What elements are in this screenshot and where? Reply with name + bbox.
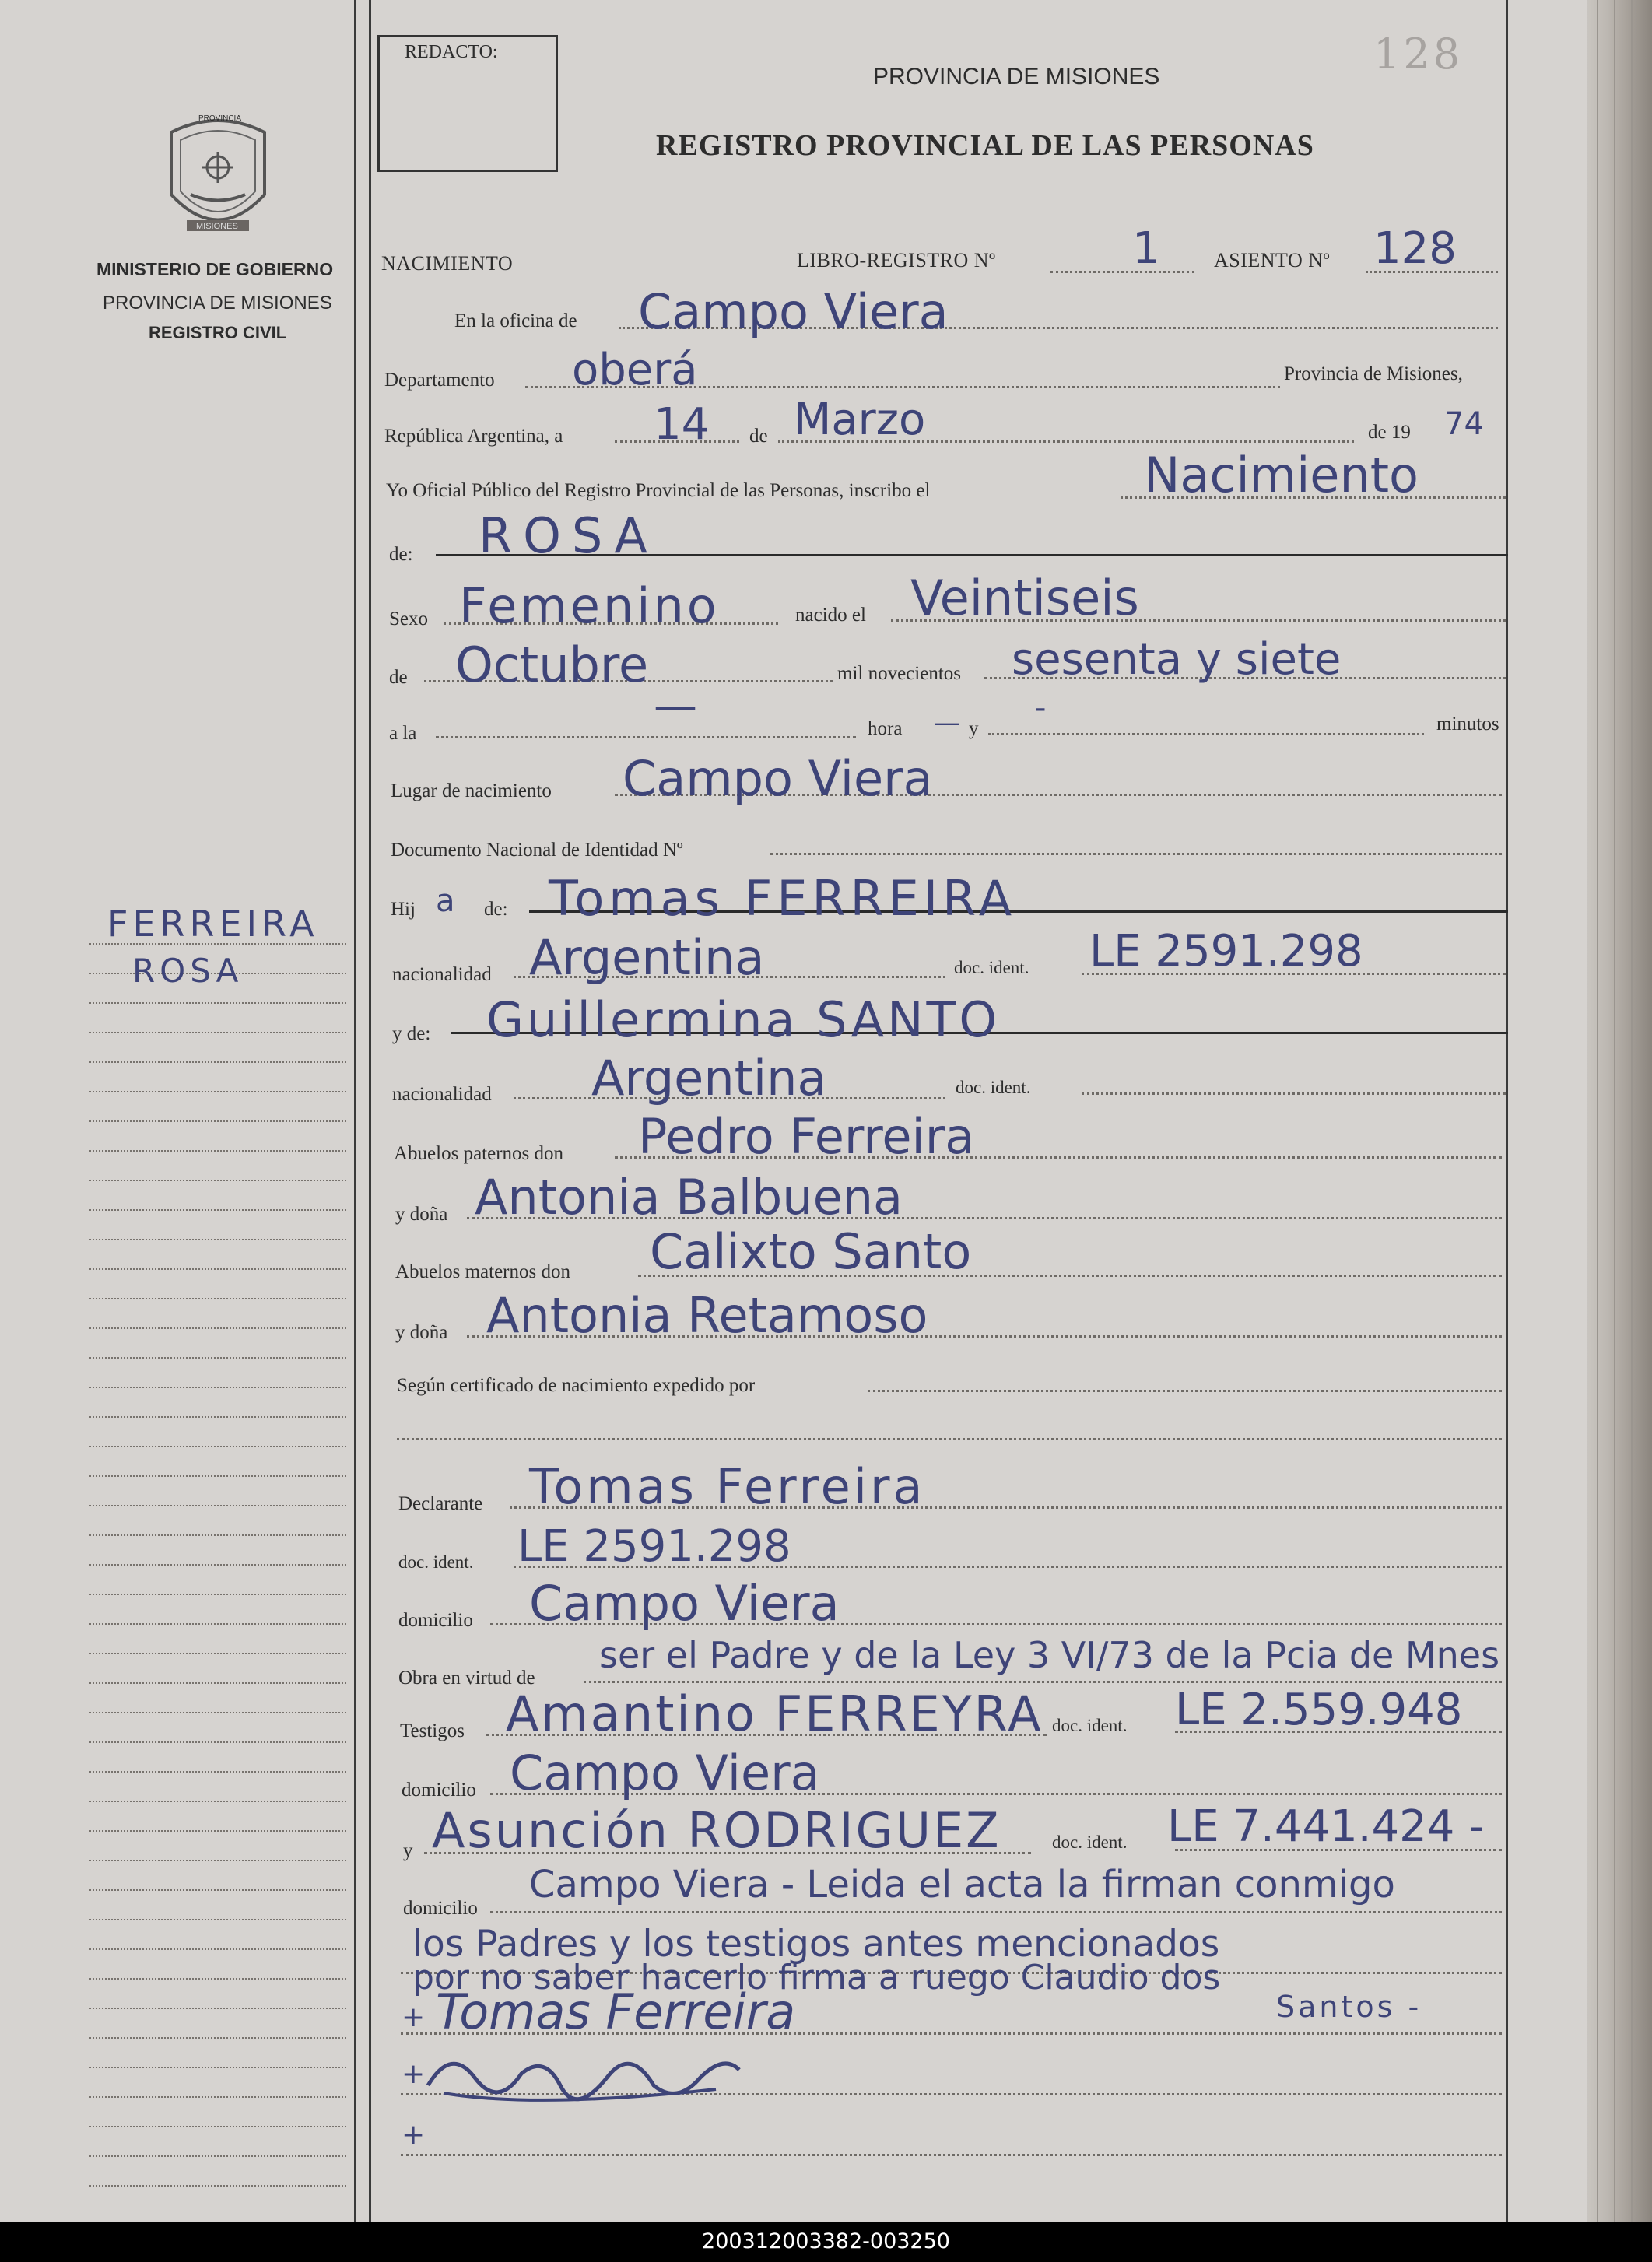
nacido-mes-value: Octubre [455, 637, 649, 693]
oficina-label: En la oficina de [454, 310, 577, 331]
redacto-label: REDACTO: [405, 42, 498, 62]
margin-ruled-line [89, 1032, 346, 1033]
hij-de-label: de: [484, 899, 508, 920]
margin-ruled-line [89, 1150, 346, 1152]
abuela-paterna-label: y doña [395, 1204, 448, 1225]
de-fecha-label: de [389, 667, 408, 688]
margin-ruled-line [89, 1268, 346, 1270]
republica-label: República Argentina, a [384, 426, 563, 447]
margin-ruled-line [89, 1416, 346, 1418]
seal-text-top: PROVINCIA [198, 114, 242, 123]
a-la-label: a la [389, 723, 417, 744]
margin-ruled-line [89, 1091, 346, 1092]
margin-ruled-line [89, 1830, 346, 1832]
madre-nacionalidad-value: Argentina [591, 1050, 827, 1106]
declarante-doc-label: doc. ident. [398, 1552, 474, 1572]
provincia-label: Provincia de Misiones, [1284, 363, 1463, 384]
abuela-paterna-value: Antonia Balbuena [475, 1169, 903, 1226]
nacimiento-label: NACIMIENTO [381, 252, 514, 275]
oficina-value: Campo Viera [638, 283, 949, 340]
testigos-label: Testigos [400, 1720, 465, 1741]
testigo2-doc-label: doc. ident. [1052, 1832, 1128, 1852]
margin-surname: FERREIRA [107, 903, 319, 945]
minutos-label: minutos [1436, 714, 1499, 735]
cruz-1: + [402, 2001, 426, 2033]
margin-ruled-line [89, 2155, 346, 2157]
minutos-dash-value: - [1035, 690, 1047, 726]
y-hora-label: y [969, 718, 979, 739]
margin-ruled-line [89, 2126, 346, 2127]
nota-line2: por no saber hacerlo firma a ruego Claudio dos [412, 1958, 1221, 1997]
padre-value: Tomas FERREIRA [549, 870, 1017, 927]
madre-value: Guillermina SANTO [486, 991, 1001, 1048]
declarante-label: Declarante [398, 1493, 483, 1514]
documento-label: Documento Nacional de Identidad Nº [391, 840, 683, 861]
madre-nacionalidad-label: nacionalidad [392, 1084, 492, 1105]
margin-ruled-line [89, 1594, 346, 1595]
margin-ruled-line [89, 2096, 346, 2098]
padre-doc-value: LE 2591.298 [1089, 926, 1363, 977]
margin-ruled-line [89, 1919, 346, 1920]
sexo-value: Femenino [459, 577, 720, 634]
margin-ruled-line [89, 1505, 346, 1506]
margin-ruled-line [89, 1978, 346, 1980]
padre-doc-label: doc. ident. [954, 958, 1029, 977]
margin-ruled-line [89, 1387, 346, 1388]
margin-ruled-line [89, 1357, 346, 1359]
y-testigo-label: y [403, 1840, 413, 1861]
margin-ruled-line [89, 1801, 346, 1802]
margin-ruled-line [89, 1653, 346, 1654]
margin-ruled-line [89, 1741, 346, 1743]
margin-ruled-line [89, 2067, 346, 2068]
margin-ruled-line [89, 1446, 346, 1447]
nacido-anio-value: sesenta y siete [1012, 634, 1342, 685]
margin-ruled-line [89, 2008, 346, 2009]
margin-ruled-line [89, 1239, 346, 1240]
abuelos-paternos-label: Abuelos paternos don [394, 1143, 564, 1164]
padre-nacionalidad-label: nacionalidad [392, 964, 492, 985]
cruz-2: + [402, 2058, 426, 2090]
sexo-label: Sexo [389, 608, 428, 630]
margin-ruled-line [89, 1061, 346, 1063]
mes-value: Marzo [794, 395, 926, 445]
margin-ruled-line [89, 1860, 346, 1861]
nombre-value: ROSA [479, 507, 658, 564]
footer-id: 200312003382-003250 [0, 2222, 1652, 2262]
testigo2-domicilio-label: domicilio [403, 1898, 478, 1919]
declarante-domicilio-label: domicilio [398, 1610, 473, 1631]
form-right-border [1506, 0, 1508, 2222]
asiento-label: ASIENTO Nº [1214, 249, 1331, 272]
lugar-value: Campo Viera [623, 750, 933, 807]
form-left-border [369, 0, 371, 2222]
testigo1-value: Amantino FERREYRA [506, 1685, 1043, 1742]
asiento-value: 128 [1373, 223, 1457, 274]
segun-label: Según certificado de nacimiento expedido por [397, 1375, 756, 1396]
margin-ruled-line [89, 1889, 346, 1891]
margin-ruled-line [89, 1948, 346, 1950]
testigo1-doc-label: doc. ident. [1052, 1716, 1128, 1735]
abuela-materna-value: Antonia Retamoso [486, 1287, 928, 1344]
cruz-3: + [402, 2119, 426, 2151]
dia-value: 14 [654, 399, 710, 450]
abuelo-materno-value: Calixto Santo [650, 1223, 972, 1280]
declarante-doc-value: LE 2591.298 [517, 1521, 791, 1572]
departamento-value: oberá [572, 345, 698, 395]
hora-label: hora [868, 718, 903, 739]
ministry-line1: MINISTERIO DE GOBIERNO [96, 259, 334, 279]
margin-ruled-line [89, 1120, 346, 1122]
abuelo-paterno-value: Pedro Ferreira [638, 1108, 975, 1165]
seal-text-bottom: MISIONES [196, 222, 238, 231]
testigo2-value: Asunción RODRIGUEZ [432, 1802, 1001, 1859]
madre-doc-label: doc. ident. [956, 1078, 1031, 1097]
margin-ruled-line [89, 1475, 346, 1477]
margin-ruled-line [89, 2037, 346, 2039]
de-anio-label: de 19 [1368, 422, 1411, 443]
firma-declarante: Tomas Ferreira [436, 1983, 796, 2040]
testigo1-doc-value: LE 2.559.948 [1175, 1685, 1463, 1735]
libro-value: 1 [1132, 223, 1160, 274]
departamento-label: Departamento [384, 370, 495, 391]
page-number: 128 [1373, 30, 1464, 79]
y-de-label: y de: [392, 1023, 431, 1044]
nacido-dia-value: Veintiseis [910, 570, 1139, 626]
testigo1-domicilio-label: domicilio [402, 1780, 476, 1801]
margin-ruled-line [89, 1534, 346, 1536]
libro-label: LIBRO-REGISTRO Nº [797, 249, 996, 272]
hij-suffix: a [436, 883, 455, 919]
hora-dash-value: — [654, 681, 697, 731]
margin-ruled-line [89, 1209, 346, 1211]
margin-ruled-line [89, 1002, 346, 1004]
hora-mid-dash: — [934, 707, 960, 738]
de-nombre-label: de: [389, 544, 413, 565]
mil-label: mil novecientos [837, 663, 961, 684]
margin-ruled-line [89, 1712, 346, 1713]
anio-value: 74 [1444, 406, 1484, 442]
testigo2-domicilio-value: Campo Viera - Leida el acta la firman conmigo [529, 1863, 1395, 1906]
padre-nacionalidad-value: Argentina [529, 929, 765, 986]
margin-ruled-line [89, 2185, 346, 2187]
hij-label: Hij [391, 899, 416, 920]
nota-line1: los Padres y los testigos antes mencionados [412, 1923, 1220, 1966]
ministry-line2: PROVINCIA DE MISIONES [103, 293, 332, 314]
ministry-line3: REGISTRO CIVIL [149, 323, 287, 342]
province-heading: PROVINCIA DE MISIONES [873, 64, 1160, 89]
de-mes-label: de [749, 426, 768, 447]
obra-label: Obra en virtud de [398, 1668, 535, 1689]
margin-ruled-line [89, 1682, 346, 1684]
margin-ruled-line [89, 1298, 346, 1299]
yo-oficial-label: Yo Oficial Público del Registro Provincial de las Personas, inscribo el [386, 480, 931, 501]
margin-ruled-line [89, 1180, 346, 1181]
testigo1-domicilio-value: Campo Viera [510, 1745, 820, 1801]
margin-divider [354, 0, 356, 2222]
lugar-label: Lugar de nacimiento [391, 780, 552, 801]
margin-ruled-line [89, 1327, 346, 1329]
abuela-materna-label: y doña [395, 1322, 448, 1343]
margin-ruled-line [89, 1771, 346, 1773]
obra-value: ser el Padre y de la Ley 3 VI/73 de la Pcia de Mnes [599, 1634, 1500, 1676]
nota-line3: Santos - [1276, 1990, 1422, 2024]
testigo2-doc-value: LE 7.441.424 - [1167, 1801, 1485, 1852]
declarante-value: Tomas Ferreira [529, 1458, 926, 1515]
margin-ruled-line [89, 1623, 346, 1625]
tipo-inscripcion-value: Nacimiento [1144, 447, 1419, 503]
signature-scribble-icon [420, 2031, 747, 2116]
declarante-domicilio-value: Campo Viera [529, 1575, 840, 1632]
registry-title: REGISTRO PROVINCIAL DE LAS PERSONAS [656, 129, 1314, 162]
margin-ruled-line [89, 1564, 346, 1566]
page-stack-edge [1587, 0, 1652, 2222]
abuelos-maternos-label: Abuelos maternos don [395, 1261, 570, 1282]
margin-given-name: ROSA [132, 952, 244, 990]
nacido-label: nacido el [795, 605, 866, 626]
